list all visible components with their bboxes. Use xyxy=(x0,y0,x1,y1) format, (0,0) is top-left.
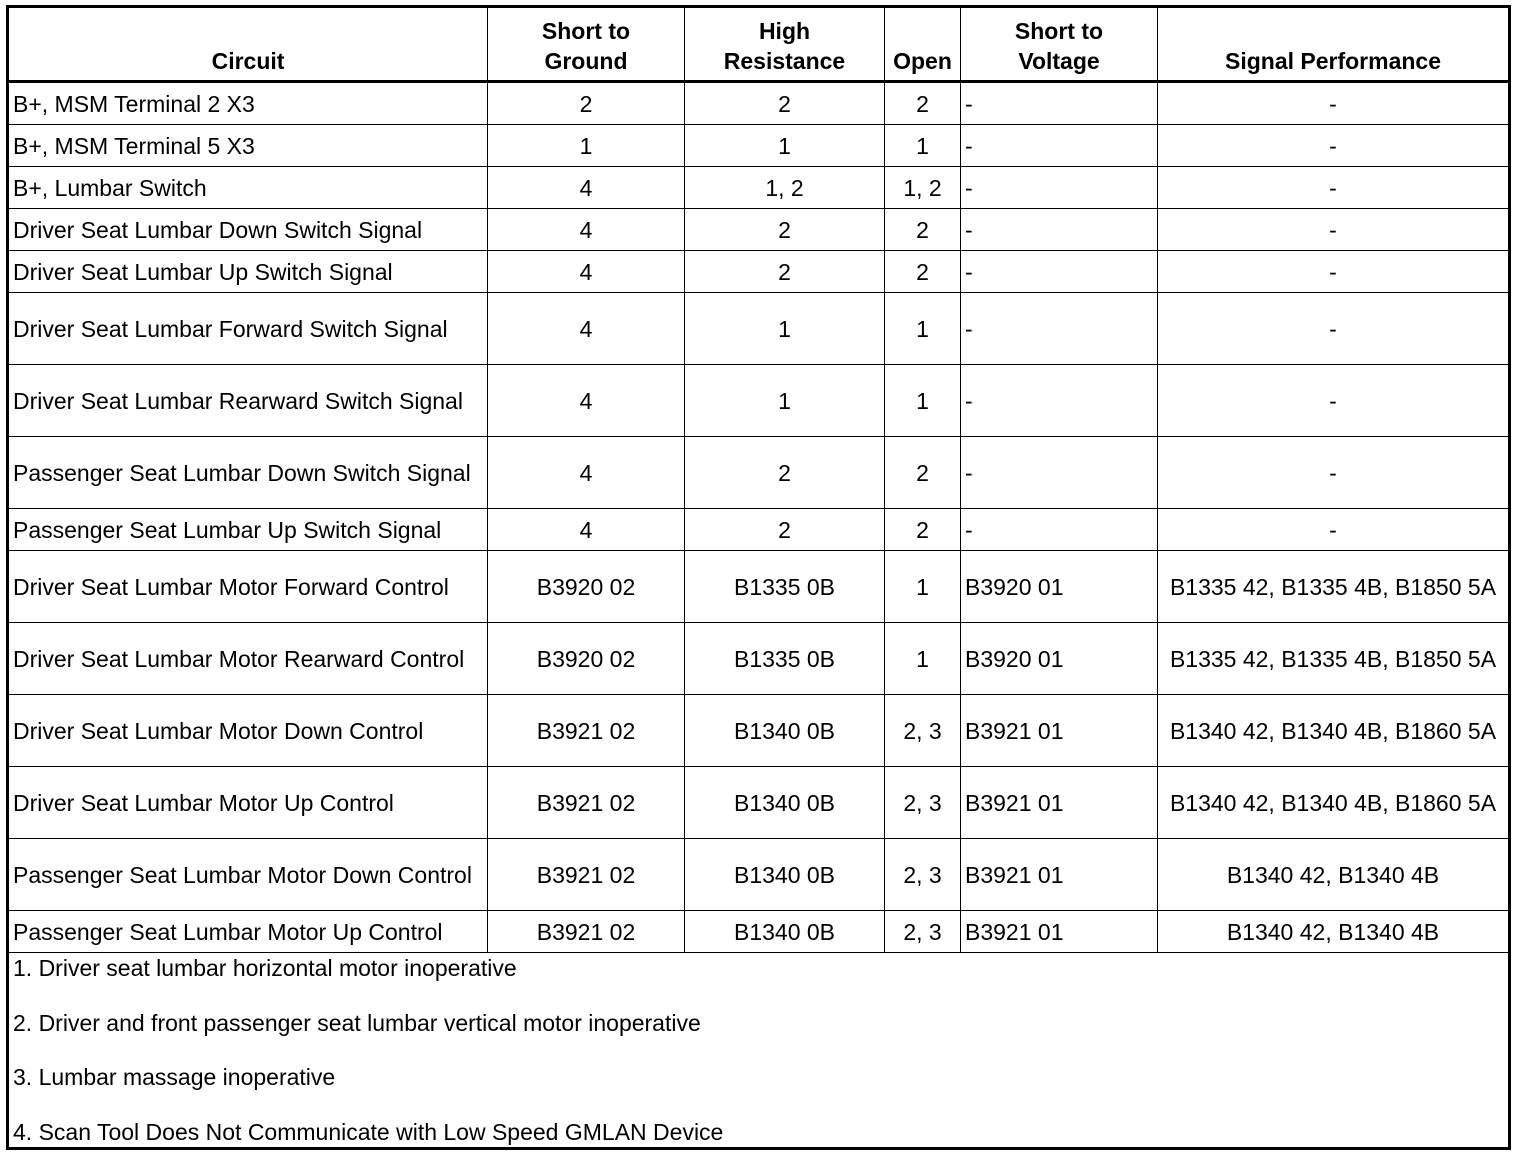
header-short-to-ground-line1: Short to xyxy=(541,18,631,44)
table-row xyxy=(8,167,1510,209)
cell-short-to-ground: B3921 02 xyxy=(488,695,685,767)
table-row xyxy=(8,509,1510,551)
cell-short-to-ground: B3921 02 xyxy=(488,767,685,839)
cell-short-to-ground: 4 xyxy=(488,365,685,437)
cell-open: 1 xyxy=(885,125,961,167)
cell-high-resistance: 2 xyxy=(685,82,885,125)
cell-short-to-ground: 1 xyxy=(488,125,685,167)
cell-short-to-voltage: B3920 01 xyxy=(961,551,1158,623)
cell-circuit: Passenger Seat Lumbar Up Switch Signal xyxy=(8,509,488,551)
cell-signal-performance: - xyxy=(1158,437,1510,509)
header-high-resistance-line1: High xyxy=(758,18,811,44)
header-short-to-voltage-line1: Short to xyxy=(1014,18,1104,44)
cell-open: 2, 3 xyxy=(885,767,961,839)
header-short-to-voltage xyxy=(961,7,1158,82)
cell-short-to-voltage: B3921 01 xyxy=(961,767,1158,839)
cell-high-resistance: B1340 0B xyxy=(685,911,885,953)
cell-short-to-voltage: B3920 01 xyxy=(961,623,1158,695)
cell-circuit: Passenger Seat Lumbar Motor Down Control xyxy=(8,839,488,911)
cell-high-resistance: B1340 0B xyxy=(685,767,885,839)
header-short-to-voltage-line2: Voltage xyxy=(1018,48,1100,74)
table-header-row xyxy=(8,7,1510,82)
cell-signal-performance: - xyxy=(1158,293,1510,365)
cell-circuit: B+, MSM Terminal 5 X3 xyxy=(8,125,488,167)
table-row xyxy=(8,839,1510,911)
table-row xyxy=(8,293,1510,365)
cell-circuit: Driver Seat Lumbar Motor Forward Control xyxy=(8,551,488,623)
header-signal-performance-text: Signal Performance xyxy=(1224,48,1442,74)
cell-short-to-voltage: - xyxy=(961,82,1158,125)
table-row xyxy=(8,911,1510,953)
cell-high-resistance: 1 xyxy=(685,293,885,365)
table-row xyxy=(8,437,1510,509)
cell-high-resistance: 2 xyxy=(685,209,885,251)
header-short-to-ground xyxy=(488,7,685,82)
cell-high-resistance: 1 xyxy=(685,365,885,437)
cell-circuit: Driver Seat Lumbar Forward Switch Signal xyxy=(8,293,488,365)
cell-high-resistance: 2 xyxy=(685,251,885,293)
cell-short-to-ground: 4 xyxy=(488,167,685,209)
cell-circuit: Driver Seat Lumbar Motor Up Control xyxy=(8,767,488,839)
cell-open: 2 xyxy=(885,509,961,551)
cell-short-to-voltage: - xyxy=(961,293,1158,365)
cell-signal-performance: B1335 42, B1335 4B, B1850 5A xyxy=(1158,551,1510,623)
cell-short-to-voltage: B3921 01 xyxy=(961,695,1158,767)
cell-open: 1 xyxy=(885,551,961,623)
cell-high-resistance: 1 xyxy=(685,125,885,167)
cell-short-to-voltage: - xyxy=(961,365,1158,437)
cell-signal-performance: B1335 42, B1335 4B, B1850 5A xyxy=(1158,623,1510,695)
header-open-text: Open xyxy=(893,48,952,74)
cell-short-to-ground: 4 xyxy=(488,251,685,293)
circuit-fault-table xyxy=(6,5,1511,1150)
cell-open: 2 xyxy=(885,82,961,125)
cell-short-to-ground: 4 xyxy=(488,209,685,251)
table-row xyxy=(8,365,1510,437)
cell-short-to-voltage: - xyxy=(961,251,1158,293)
cell-signal-performance: - xyxy=(1158,209,1510,251)
cell-signal-performance: - xyxy=(1158,251,1510,293)
cell-circuit: Driver Seat Lumbar Down Switch Signal xyxy=(8,209,488,251)
cell-open: 1, 2 xyxy=(885,167,961,209)
cell-signal-performance: - xyxy=(1158,509,1510,551)
header-high-resistance xyxy=(685,7,885,82)
cell-short-to-ground: B3921 02 xyxy=(488,911,685,953)
table-row xyxy=(8,209,1510,251)
cell-high-resistance: B1340 0B xyxy=(685,695,885,767)
notes-row xyxy=(8,953,1510,1149)
cell-open: 1 xyxy=(885,293,961,365)
cell-open: 2, 3 xyxy=(885,695,961,767)
note-4: 4. Scan Tool Does Not Communicate with Low Speed GMLAN Device xyxy=(13,1118,724,1145)
notes-cell xyxy=(8,953,1510,1149)
cell-short-to-voltage: B3921 01 xyxy=(961,911,1158,953)
cell-circuit: Passenger Seat Lumbar Down Switch Signal xyxy=(8,437,488,509)
cell-high-resistance: 1, 2 xyxy=(685,167,885,209)
table-row xyxy=(8,251,1510,293)
cell-short-to-ground: 2 xyxy=(488,82,685,125)
header-high-resistance-line2: Resistance xyxy=(723,48,846,74)
cell-high-resistance: 2 xyxy=(685,509,885,551)
cell-high-resistance: B1335 0B xyxy=(685,623,885,695)
cell-circuit: Driver Seat Lumbar Rearward Switch Signal xyxy=(8,365,488,437)
cell-open: 1 xyxy=(885,623,961,695)
table-row xyxy=(8,125,1510,167)
table-row xyxy=(8,551,1510,623)
note-1: 1. Driver seat lumbar horizontal motor inoperative xyxy=(13,955,517,981)
cell-high-resistance: 2 xyxy=(685,437,885,509)
cell-signal-performance: - xyxy=(1158,125,1510,167)
cell-short-to-voltage: - xyxy=(961,437,1158,509)
cell-signal-performance: B1340 42, B1340 4B xyxy=(1158,911,1510,953)
cell-circuit: Passenger Seat Lumbar Motor Up Control xyxy=(8,911,488,953)
cell-high-resistance: B1340 0B xyxy=(685,839,885,911)
cell-open: 1 xyxy=(885,365,961,437)
cell-signal-performance: - xyxy=(1158,167,1510,209)
cell-open: 2, 3 xyxy=(885,911,961,953)
cell-short-to-ground: 4 xyxy=(488,437,685,509)
cell-short-to-ground: B3920 02 xyxy=(488,551,685,623)
cell-open: 2 xyxy=(885,251,961,293)
cell-signal-performance: B1340 42, B1340 4B, B1860 5A xyxy=(1158,767,1510,839)
cell-short-to-ground: 4 xyxy=(488,509,685,551)
cell-short-to-voltage: - xyxy=(961,209,1158,251)
header-circuit-text: Circuit xyxy=(211,48,285,74)
header-signal-performance xyxy=(1158,7,1510,82)
cell-open: 2, 3 xyxy=(885,839,961,911)
cell-short-to-ground: B3921 02 xyxy=(488,839,685,911)
header-open xyxy=(885,7,961,82)
header-circuit xyxy=(8,7,488,82)
cell-high-resistance: B1335 0B xyxy=(685,551,885,623)
note-2: 2. Driver and front passenger seat lumbar vertical motor inoperative xyxy=(13,1009,701,1036)
header-short-to-ground-line2: Ground xyxy=(544,48,628,74)
cell-circuit: B+, Lumbar Switch xyxy=(8,167,488,209)
cell-signal-performance: - xyxy=(1158,82,1510,125)
table-row xyxy=(8,695,1510,767)
cell-short-to-voltage: - xyxy=(961,125,1158,167)
cell-signal-performance: B1340 42, B1340 4B xyxy=(1158,839,1510,911)
cell-short-to-ground: B3920 02 xyxy=(488,623,685,695)
cell-open: 2 xyxy=(885,209,961,251)
circuit-fault-table-container xyxy=(6,5,1508,1150)
cell-signal-performance: B1340 42, B1340 4B, B1860 5A xyxy=(1158,695,1510,767)
cell-circuit: Driver Seat Lumbar Up Switch Signal xyxy=(8,251,488,293)
cell-short-to-voltage: - xyxy=(961,509,1158,551)
table-row xyxy=(8,82,1510,125)
cell-circuit: Driver Seat Lumbar Motor Down Control xyxy=(8,695,488,767)
cell-open: 2 xyxy=(885,437,961,509)
cell-short-to-ground: 4 xyxy=(488,293,685,365)
note-3: 3. Lumbar massage inoperative xyxy=(13,1064,336,1091)
cell-short-to-voltage: - xyxy=(961,167,1158,209)
table-row xyxy=(8,623,1510,695)
cell-circuit: B+, MSM Terminal 2 X3 xyxy=(8,82,488,125)
cell-short-to-voltage: B3921 01 xyxy=(961,839,1158,911)
cell-circuit: Driver Seat Lumbar Motor Rearward Control xyxy=(8,623,488,695)
cell-signal-performance: - xyxy=(1158,365,1510,437)
table-row xyxy=(8,767,1510,839)
